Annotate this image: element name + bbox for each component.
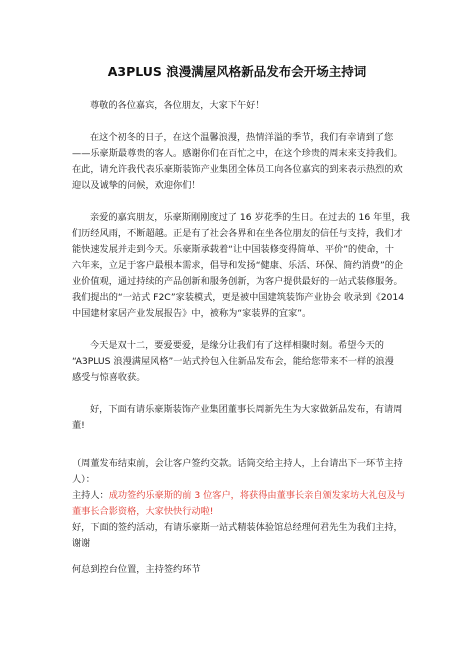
- text-line: 六年来，立足于客户最根本需求，倡导和发扬“健康、乐活、环保、简约消费”的企: [72, 260, 404, 271]
- highlight-text: 成功签约乐豪斯的前 3 位客户，将获得由董事长亲自颁发家坊大礼包及与: [108, 490, 406, 501]
- paragraph-event: [72, 338, 412, 386]
- text-line: 能快速发展并走到今天。乐豪斯承载着“让中国装修变得简单、平价”的使命，十: [72, 244, 394, 255]
- text-line: 好，下面有请乐豪斯装饰产业集团董事长周新先生为大家做新品发布，有请周: [90, 404, 403, 415]
- paragraph-greeting: [72, 98, 412, 114]
- text-line: [72, 488, 412, 504]
- text-line: 谢谢: [72, 538, 91, 549]
- text-line: 在此，请允许我代表乐豪斯装饰产业集团全体员工向各位嘉宾的到来表示热烈的欢: [72, 164, 403, 175]
- text-line: 在这个初冬的日子，在这个温馨浪漫，热情洋溢的季节，我们有幸请到了您: [90, 132, 394, 143]
- text-line: “A3PLUS 浪漫满屋风格”一站式拎包入住新品发布会，能给您带来不一样的浪漫: [72, 356, 394, 367]
- host-label: 主持人：: [72, 490, 109, 501]
- paragraph-stage-note: [72, 456, 412, 488]
- text-line: （周董发布结束前，会让客户签约交款。话筒交给主持人，上台请出下一环节主持: [72, 458, 403, 469]
- paragraph-closing: [72, 562, 412, 578]
- text-line: 好，下面的签约活动，有请乐豪斯一站式精装体验馆总经理何君先生为我们主持，: [72, 522, 403, 533]
- text-line: 今天是双十二，要爱要爱，是缘分让我们有了这样相聚时刻。希望今天的: [90, 340, 384, 351]
- text-line: 我们提出的“一站式 F2C”家装模式，更是被中国建筑装饰产业协会 收录到《2014: [72, 292, 405, 303]
- text-line: 感受与惊喜收获。: [72, 372, 146, 383]
- text-line: 中国建材家居产业发展报告》中，被称为“家装界的宜家”。: [72, 308, 312, 319]
- text-line: 迎以及诚挚的问候，欢迎你们！: [72, 180, 201, 191]
- text-line: 们历经风雨，不断超越。正是有了社会各界和在坐各位朋友的信任与支持，我们才: [72, 228, 403, 239]
- paragraph-invite: [72, 402, 412, 434]
- paragraph-welcome: [72, 130, 412, 194]
- paragraph-next: [72, 520, 412, 552]
- text-line: 亲爱的嘉宾朋友，乐豪斯刚刚度过了 16 岁花季的生日。在过去的 16 年里，我: [90, 212, 410, 223]
- text-line: 人）：: [72, 474, 95, 485]
- text-line: 尊敬的各位嘉宾，各位朋友，大家下午好！: [90, 100, 265, 111]
- text-line: ——乐豪斯最尊贵的客人。感谢你们在百忙之中，在这个珍贵的周末来支持我们。: [72, 148, 403, 159]
- document-title: A3PLUS 浪漫满屋风格新品发布会开场主持词: [107, 64, 367, 79]
- highlight-text: 董事长合影资格，大家快快行动啦!: [72, 506, 214, 517]
- text-line: 业价值观，通过持续的产品创新和服务创新，为客户提供最好的一站式装修服务。: [72, 276, 403, 287]
- paragraph-history: [72, 210, 412, 322]
- text-line: 董!: [72, 420, 85, 431]
- paragraph-host: [72, 488, 412, 520]
- text-line: 何总到控台位置，主持签约环节: [72, 564, 201, 575]
